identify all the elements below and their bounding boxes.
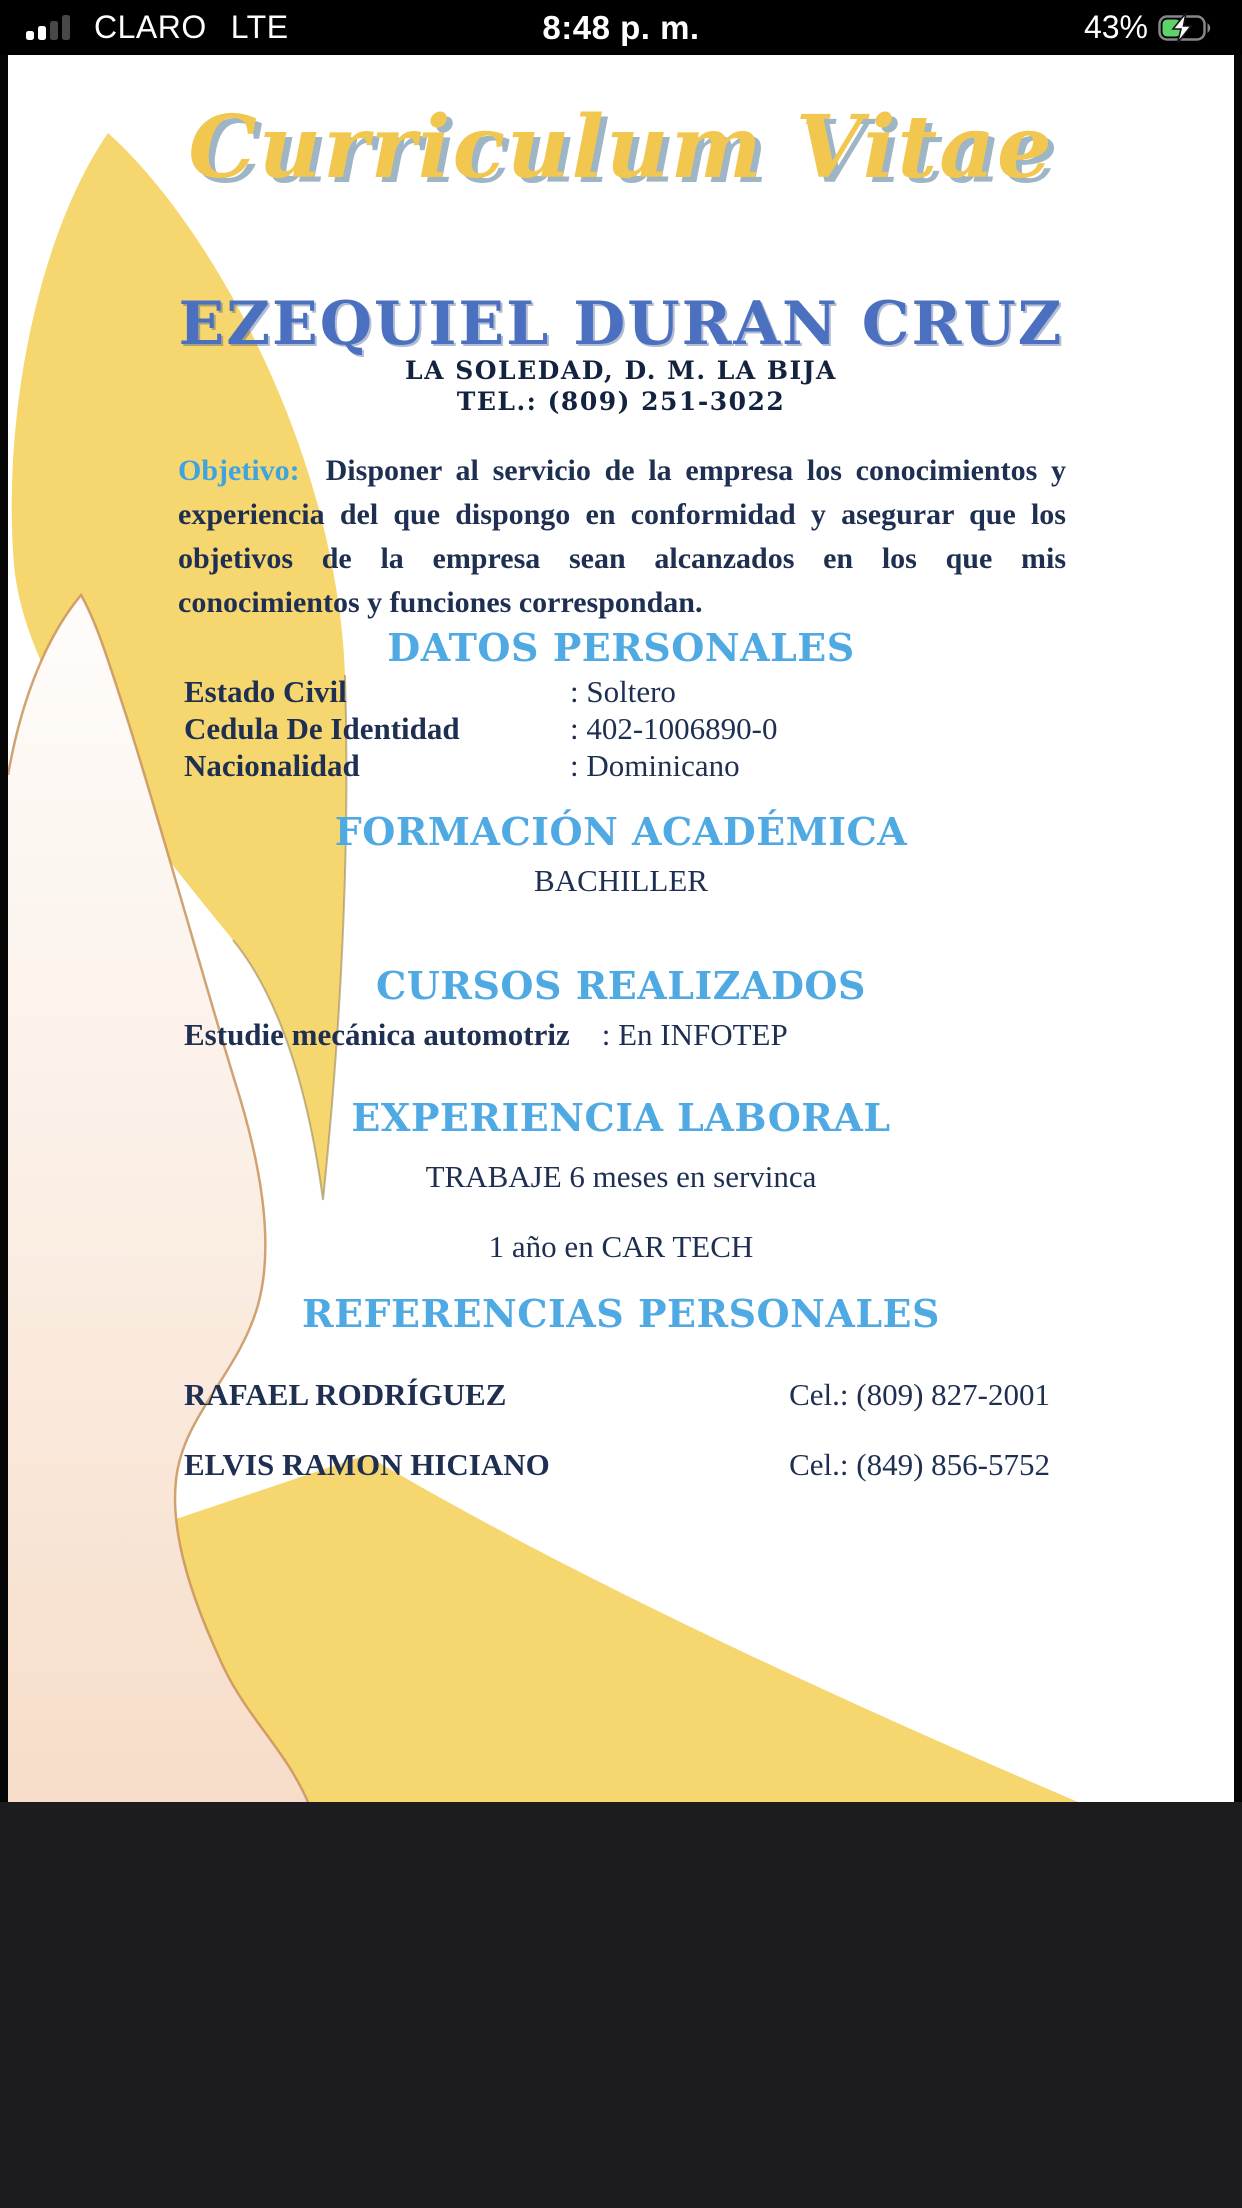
cv-script-title: Curriculum Vitae (188, 97, 1054, 198)
table-row: Estado Civil : Soltero (184, 674, 676, 709)
carrier-label: CLARO (94, 9, 207, 45)
section-heading-formacion: FORMACIÓN ACADÉMICA (334, 809, 908, 854)
table-row: Cedula De Identidad : 402-1006890-0 (184, 711, 778, 746)
section-heading-referencias: REFERENCIAS PERSONALES (302, 1291, 940, 1336)
cv-page (8, 55, 1234, 1802)
experiencia-item: 1 año en CAR TECH (488, 1229, 754, 1264)
status-bar (0, 0, 1242, 55)
bottom-swoosh-shape (158, 1455, 1078, 1802)
section-heading-cursos: CURSOS REALIZADOS (376, 963, 866, 1008)
status-right (1084, 9, 1216, 46)
experiencia-item: TRABAJE 6 meses en servinca (425, 1159, 817, 1194)
cursos-row: Estudie mecánica automotriz : En INFOTEP (184, 1017, 788, 1052)
signal-strength-icon (26, 14, 80, 42)
battery-charging-icon (1158, 13, 1216, 43)
reference-row: ELVIS RAMON HICIANO Cel.: (849) 856-5752 (184, 1447, 1050, 1482)
objective-paragraph: Objetivo: Disponer al servicio de la empresa los conocimientos y experiencia del que dispongo en conformidad y asegurar que los objetivos de la empresa sean alcanzados en los que mis conocimientos y funciones correspondan. (178, 454, 1066, 619)
battery-tip (1208, 23, 1211, 33)
objective-label: Objetivo: (178, 454, 300, 487)
network-type-label: LTE (230, 9, 289, 45)
section-heading-experiencia: EXPERIENCIA LABORAL (351, 1095, 891, 1140)
datos-personales-rows (184, 673, 1072, 784)
phone-line: TEL.: (809) 251-3022 (456, 387, 786, 416)
battery-percent: 43% (1083, 9, 1148, 45)
section-heading-datos-personales: DATOS PERSONALES (387, 625, 855, 670)
formacion-item: BACHILLER (534, 863, 708, 898)
clock: 8:48 p. m. (542, 8, 700, 46)
document-viewer[interactable] (0, 55, 1242, 1802)
reference-row: RAFAEL RODRÍGUEZ Cel.: (809) 827-2001 (184, 1377, 1050, 1412)
status-left (26, 9, 289, 46)
table-row: Nacionalidad : Dominicano (184, 748, 740, 783)
person-name: EZEQUIEL DURAN CRUZ (178, 289, 1064, 359)
viewer-bottom-area (0, 1802, 1242, 2208)
address-line: LA SOLEDAD, D. M. LA BIJA (405, 356, 837, 385)
